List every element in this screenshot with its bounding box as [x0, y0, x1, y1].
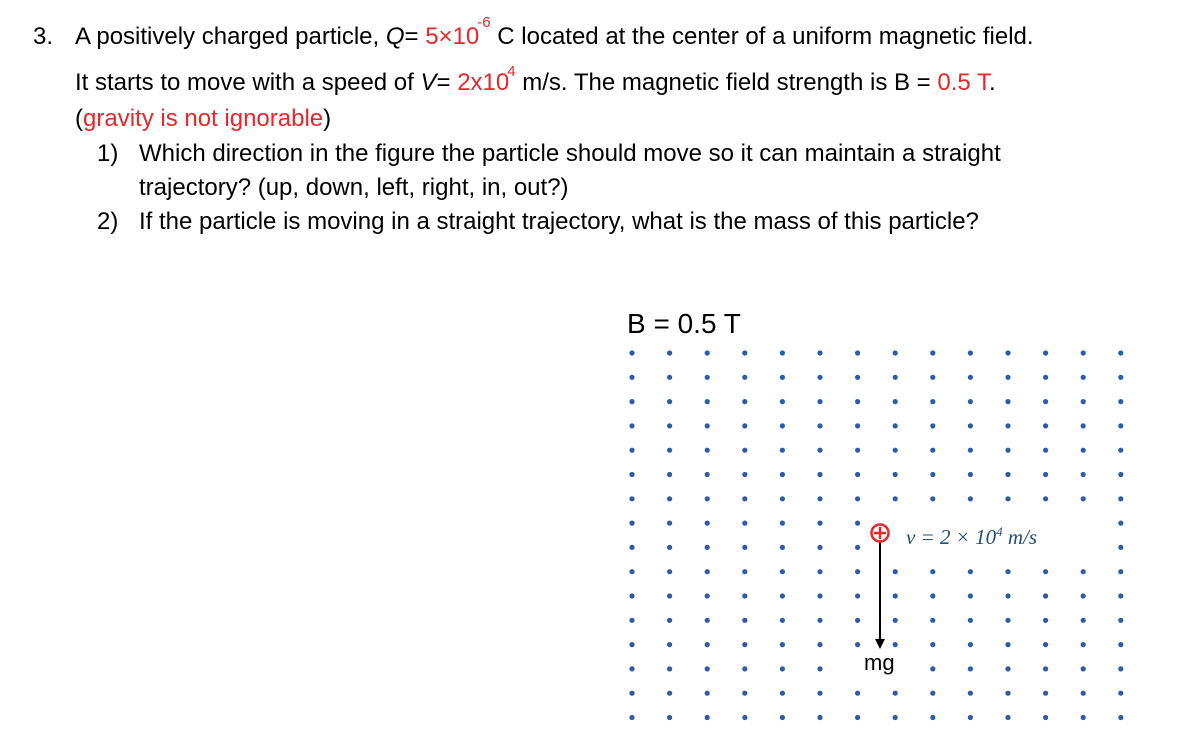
field-dot	[968, 496, 973, 501]
field-label: B = 0.5 T	[627, 308, 741, 339]
charge-exponent: -6	[477, 14, 491, 31]
field-dot	[930, 593, 935, 598]
field-dot	[817, 618, 822, 623]
field-dot	[629, 666, 634, 671]
field-dot	[1081, 618, 1086, 623]
field-dot	[893, 496, 898, 501]
field-dot	[705, 715, 710, 720]
speed-value: 2x10	[457, 69, 510, 96]
field-dot	[968, 375, 973, 380]
field-dot	[705, 642, 710, 647]
gravity-arrow-head	[875, 639, 885, 649]
field-dot	[667, 569, 672, 574]
field-dot	[855, 545, 860, 550]
field-dot	[1043, 642, 1048, 647]
field-dot	[1118, 423, 1123, 428]
field-dot	[855, 399, 860, 404]
field-dot	[968, 569, 973, 574]
field-dot	[893, 399, 898, 404]
field-dot	[893, 691, 898, 696]
question-number: 2)	[97, 208, 119, 235]
field-dot	[1005, 618, 1010, 623]
field-dot	[968, 715, 973, 720]
field-dot	[629, 521, 634, 526]
field-dot	[667, 423, 672, 428]
field-dot	[930, 399, 935, 404]
field-dot	[742, 448, 747, 453]
field-dot	[780, 472, 785, 477]
field-dot	[742, 350, 747, 355]
field-dot	[930, 569, 935, 574]
field-dot	[667, 691, 672, 696]
field-dot	[742, 642, 747, 647]
field-dot	[817, 715, 822, 720]
field-dot	[968, 593, 973, 598]
field-dot	[855, 569, 860, 574]
field-dot	[817, 399, 822, 404]
field-dot	[742, 618, 747, 623]
field-dot	[1081, 715, 1086, 720]
field-dot	[780, 642, 785, 647]
field-dot	[930, 642, 935, 647]
field-dot	[667, 375, 672, 380]
field-dot	[817, 350, 822, 355]
field-dot	[629, 569, 634, 574]
field-dot	[1081, 423, 1086, 428]
field-dot	[1005, 375, 1010, 380]
field-dot	[1081, 691, 1086, 696]
field-dot	[1043, 593, 1048, 598]
field-dot	[705, 545, 710, 550]
field-dot	[667, 666, 672, 671]
field-dot	[1081, 642, 1086, 647]
field-dot	[893, 593, 898, 598]
field-dot	[893, 423, 898, 428]
field-dot	[1081, 350, 1086, 355]
field-dot	[705, 691, 710, 696]
text-fragment: =	[404, 23, 426, 50]
field-dot	[629, 593, 634, 598]
field-dot	[780, 399, 785, 404]
field-value: 0.5 T	[937, 69, 989, 96]
field-dot	[1005, 472, 1010, 477]
field-dot	[1081, 666, 1086, 671]
field-dot	[629, 399, 634, 404]
field-dot	[1043, 472, 1048, 477]
field-dot	[1118, 472, 1123, 477]
field-dot	[1118, 593, 1123, 598]
field-dot	[667, 618, 672, 623]
field-dot	[855, 496, 860, 501]
field-dot	[893, 618, 898, 623]
field-dot	[1043, 423, 1048, 428]
field-dot	[705, 569, 710, 574]
field-dot	[780, 715, 785, 720]
field-dot	[817, 496, 822, 501]
field-dot	[855, 472, 860, 477]
field-dot	[893, 350, 898, 355]
question-text: Which direction in the figure the particle should move so it can maintain a straight	[139, 140, 1001, 167]
field-dot	[667, 496, 672, 501]
field-dot	[1081, 496, 1086, 501]
field-dot	[930, 691, 935, 696]
field-dot	[629, 496, 634, 501]
field-dot	[1118, 545, 1123, 550]
field-dot	[1081, 472, 1086, 477]
field-dot	[667, 399, 672, 404]
field-dot	[968, 448, 973, 453]
field-dot	[1043, 448, 1048, 453]
field-dot	[855, 593, 860, 598]
field-dot	[968, 472, 973, 477]
field-dot	[930, 423, 935, 428]
field-dot	[1118, 496, 1123, 501]
field-dot	[742, 496, 747, 501]
field-dot	[930, 448, 935, 453]
field-dot	[629, 350, 634, 355]
field-dot	[1118, 448, 1123, 453]
field-dot	[1043, 375, 1048, 380]
field-dot	[667, 715, 672, 720]
field-dot	[667, 545, 672, 550]
field-dot	[1043, 569, 1048, 574]
field-dot	[1005, 350, 1010, 355]
field-dot	[1081, 569, 1086, 574]
field-dot	[817, 423, 822, 428]
field-dot	[855, 691, 860, 696]
field-dot	[1005, 423, 1010, 428]
field-dot	[855, 521, 860, 526]
field-dot	[780, 350, 785, 355]
field-dot	[705, 496, 710, 501]
field-dot	[893, 715, 898, 720]
field-dot	[1118, 350, 1123, 355]
field-dot	[1118, 666, 1123, 671]
field-dot	[893, 642, 898, 647]
field-dot	[667, 593, 672, 598]
field-dot	[780, 423, 785, 428]
field-dot	[1005, 448, 1010, 453]
gravity-label: mg	[864, 650, 895, 675]
field-dot	[629, 618, 634, 623]
field-dot	[817, 642, 822, 647]
charge-symbol: Q	[385, 23, 405, 50]
text-fragment: (	[75, 105, 83, 132]
field-dot	[1081, 399, 1086, 404]
field-dot	[742, 691, 747, 696]
field-dot	[930, 472, 935, 477]
text-fragment: )	[323, 105, 332, 132]
text-fragment: C located at the center of a uniform magnetic field.	[490, 23, 1034, 50]
field-dot	[930, 496, 935, 501]
text-fragment: A positively charged particle,	[75, 23, 386, 50]
field-dot	[1118, 521, 1123, 526]
field-dot	[629, 545, 634, 550]
field-dot	[629, 423, 634, 428]
field-dot	[705, 399, 710, 404]
field-dot	[930, 666, 935, 671]
field-dot	[667, 350, 672, 355]
field-dot	[629, 375, 634, 380]
field-dot	[1081, 593, 1086, 598]
field-dot	[1118, 642, 1123, 647]
field-dot	[968, 618, 973, 623]
field-dot	[893, 448, 898, 453]
field-dot	[1005, 715, 1010, 720]
field-dot	[930, 715, 935, 720]
field-dot	[629, 642, 634, 647]
problem-number: 3.	[33, 23, 54, 50]
field-dot	[1118, 715, 1123, 720]
field-dot	[1081, 448, 1086, 453]
field-dot	[1005, 593, 1010, 598]
velocity-label	[906, 524, 1037, 553]
field-dot	[1043, 618, 1048, 623]
field-dot	[1043, 496, 1048, 501]
field-dot	[968, 350, 973, 355]
field-dot	[855, 618, 860, 623]
field-dot	[930, 350, 935, 355]
field-dot	[667, 521, 672, 526]
field-dot	[780, 521, 785, 526]
field-dot	[1005, 642, 1010, 647]
field-dot	[667, 642, 672, 647]
text-fragment: =	[436, 69, 458, 96]
field-dot	[855, 375, 860, 380]
text-fragment: m/s. The magnetic field strength is B =	[515, 69, 938, 96]
question-text: trajectory? (up, down, left, right, in, out?)	[139, 174, 569, 201]
field-dot	[968, 691, 973, 696]
field-dot	[893, 569, 898, 574]
field-dot	[930, 375, 935, 380]
text-fragment: .	[988, 69, 996, 96]
field-dot	[817, 375, 822, 380]
gravity-note: gravity is not ignorable	[83, 105, 324, 132]
field-dot	[742, 472, 747, 477]
field-dot	[742, 375, 747, 380]
field-dot	[968, 642, 973, 647]
field-dot	[667, 472, 672, 477]
field-dot	[968, 423, 973, 428]
velocity-unit: m/s	[1002, 525, 1038, 549]
field-dot	[1005, 399, 1010, 404]
field-dot	[705, 618, 710, 623]
field-dot	[742, 423, 747, 428]
field-dot	[705, 448, 710, 453]
field-dot	[1118, 569, 1123, 574]
field-dot	[780, 496, 785, 501]
field-dot	[968, 399, 973, 404]
field-dot	[742, 593, 747, 598]
field-dot	[780, 375, 785, 380]
field-dot	[1005, 569, 1010, 574]
velocity-base: v = 2 × 10	[906, 525, 997, 549]
field-dot	[1118, 691, 1123, 696]
field-dot	[1118, 399, 1123, 404]
velocity-exponent: 4	[996, 524, 1003, 539]
field-dot	[817, 521, 822, 526]
field-dot	[855, 642, 860, 647]
field-dot	[817, 472, 822, 477]
speed-exponent: 4	[507, 63, 516, 80]
field-dot	[1043, 666, 1048, 671]
field-dot	[780, 593, 785, 598]
field-dot	[1118, 618, 1123, 623]
field-dot	[780, 545, 785, 550]
field-dot	[742, 569, 747, 574]
field-dot	[629, 715, 634, 720]
field-dot	[1043, 399, 1048, 404]
field-dot	[629, 472, 634, 477]
field-dot	[780, 691, 785, 696]
field-dot	[1005, 496, 1010, 501]
field-dot	[1118, 375, 1123, 380]
field-dot	[855, 350, 860, 355]
speed-symbol: V	[420, 69, 437, 96]
field-dot	[817, 545, 822, 550]
field-dot	[855, 423, 860, 428]
field-dot	[705, 423, 710, 428]
field-dot	[742, 399, 747, 404]
field-dot	[817, 593, 822, 598]
field-dot	[930, 618, 935, 623]
field-dot	[742, 666, 747, 671]
question-number: 1)	[97, 140, 119, 167]
field-dot	[817, 569, 822, 574]
field-dot	[629, 448, 634, 453]
field-dot	[742, 521, 747, 526]
field-dot	[780, 448, 785, 453]
field-dot	[855, 715, 860, 720]
field-dot	[780, 666, 785, 671]
field-dot	[893, 472, 898, 477]
field-dot	[742, 715, 747, 720]
field-dot	[1043, 350, 1048, 355]
field-dot	[1043, 691, 1048, 696]
field-dot	[705, 666, 710, 671]
question-text: If the particle is moving in a straight trajectory, what is the mass of this particle?	[139, 208, 979, 235]
field-dot	[742, 545, 747, 550]
field-dot	[705, 472, 710, 477]
charge-value: 5×10	[425, 23, 480, 50]
field-dot	[780, 618, 785, 623]
text-fragment: It starts to move with a speed of	[75, 69, 421, 96]
field-dot	[1081, 375, 1086, 380]
field-dot	[817, 666, 822, 671]
field-dot	[1005, 666, 1010, 671]
field-dot	[1043, 715, 1048, 720]
field-dot	[705, 521, 710, 526]
field-dot	[705, 375, 710, 380]
field-dot	[1005, 691, 1010, 696]
field-dot	[855, 448, 860, 453]
field-dot	[667, 448, 672, 453]
field-dot	[780, 569, 785, 574]
field-dot	[893, 375, 898, 380]
field-dot	[817, 691, 822, 696]
field-dot	[817, 448, 822, 453]
field-dot	[968, 666, 973, 671]
field-dot	[629, 691, 634, 696]
field-dot	[705, 593, 710, 598]
field-dot	[705, 350, 710, 355]
